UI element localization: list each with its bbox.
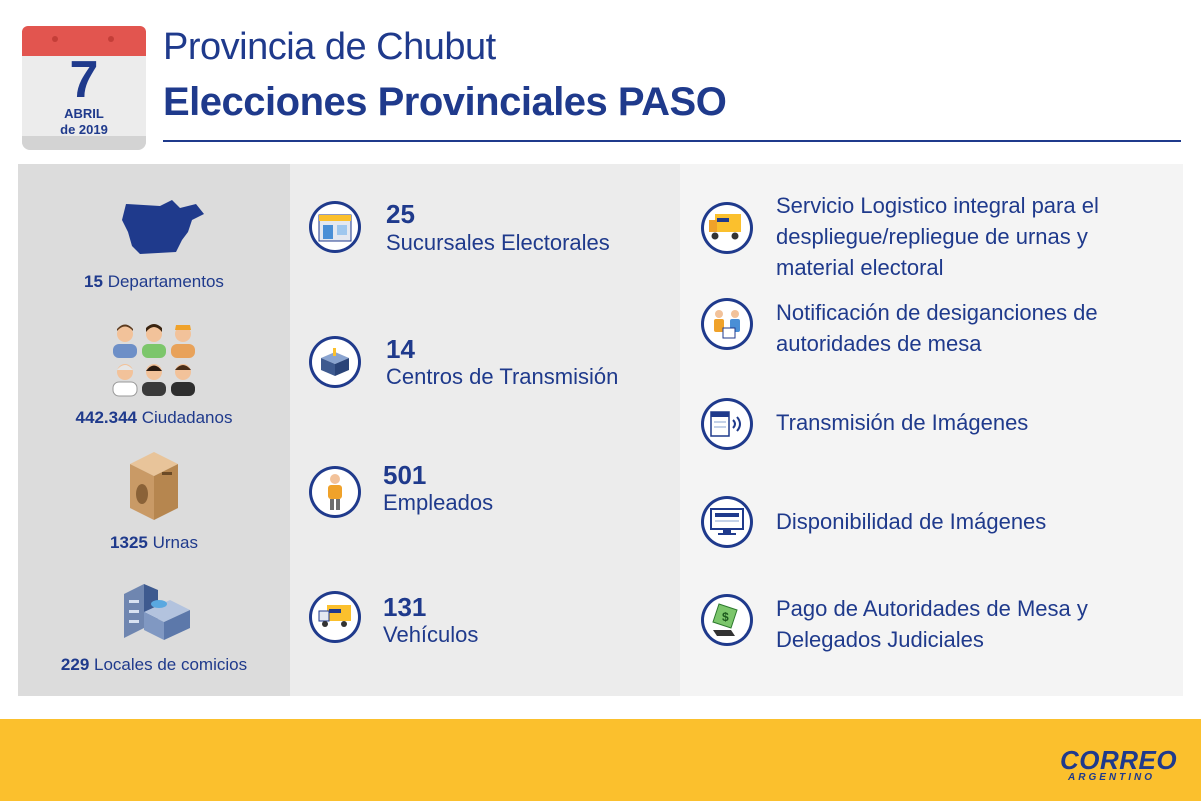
ballot-box-icon — [124, 448, 184, 524]
logistics-truck-icon — [701, 202, 753, 254]
payment-icon — [701, 594, 753, 646]
stat-departamentos — [18, 272, 290, 292]
calendar-month: ABRIL — [64, 106, 104, 121]
post-office-icon — [309, 201, 361, 253]
service-availability — [776, 506, 1176, 537]
service-line: Delegados Judiciales — [776, 627, 984, 652]
transmission-center-icon — [309, 336, 361, 388]
stat-locales — [18, 655, 290, 675]
calendar-year: de 2019 — [60, 122, 108, 137]
notification-icon — [701, 298, 753, 350]
stat-number: 501 — [383, 460, 427, 490]
stat-number: 25 — [386, 199, 415, 229]
citizens-icon — [110, 322, 200, 398]
stat-label: Vehículos — [383, 622, 479, 647]
page-subtitle: Elecciones Provinciales PASO — [163, 80, 727, 124]
service-line: autoridades de mesa — [776, 331, 982, 356]
stat-ciudadanos — [18, 408, 290, 428]
building-icon — [114, 574, 194, 646]
stat-number: 14 — [386, 334, 415, 364]
service-notification — [776, 297, 1176, 359]
truck-icon — [309, 591, 361, 643]
service-line: material electoral — [776, 255, 944, 280]
service-transmission — [776, 407, 1176, 438]
service-line: Transmisión de Imágenes — [776, 410, 1029, 435]
service-line: despliegue/repliegue de urnas y — [776, 224, 1088, 249]
monitor-icon — [701, 496, 753, 548]
stat-label: Centros de Transmisión — [386, 364, 619, 389]
stat-number: 15 — [84, 272, 103, 291]
stat-number: 1325 — [110, 533, 148, 552]
footer-bar — [0, 719, 1201, 801]
correo-logo: CORREO — [1060, 745, 1178, 775]
service-payment — [776, 593, 1176, 655]
stat-label: Locales de comicios — [94, 655, 248, 674]
page-title: Provincia de Chubut — [163, 26, 496, 68]
stat-label: Urnas — [152, 533, 198, 552]
service-logistics — [776, 190, 1176, 283]
service-line: Disponibilidad de Imágenes — [776, 509, 1047, 534]
stat-label: Sucursales Electorales — [386, 230, 610, 255]
province-map-icon — [120, 196, 210, 260]
stat-number: 229 — [60, 655, 90, 674]
calendar-day: 7 — [69, 51, 99, 109]
service-line: Pago de Autoridades de Mesa y — [776, 596, 1088, 621]
stat-number: 131 — [383, 592, 427, 622]
service-line: Notificación de desiganciones de — [776, 300, 1098, 325]
calendar-icon — [22, 26, 146, 150]
stat-label: Ciudadanos — [141, 408, 233, 427]
title-divider — [163, 140, 1181, 142]
stat-urnas — [18, 533, 290, 553]
image-transmission-icon — [701, 398, 753, 450]
svg-text:$: $ — [722, 610, 729, 624]
stat-label: Empleados — [383, 490, 494, 515]
service-line: Servicio Logistico integral para el — [776, 193, 1099, 218]
correo-logo-subtitle: ARGENTINO — [1068, 772, 1155, 783]
stat-label: Departamentos — [107, 272, 224, 291]
employee-icon — [309, 466, 361, 518]
stat-number: 442.344 — [75, 408, 137, 427]
